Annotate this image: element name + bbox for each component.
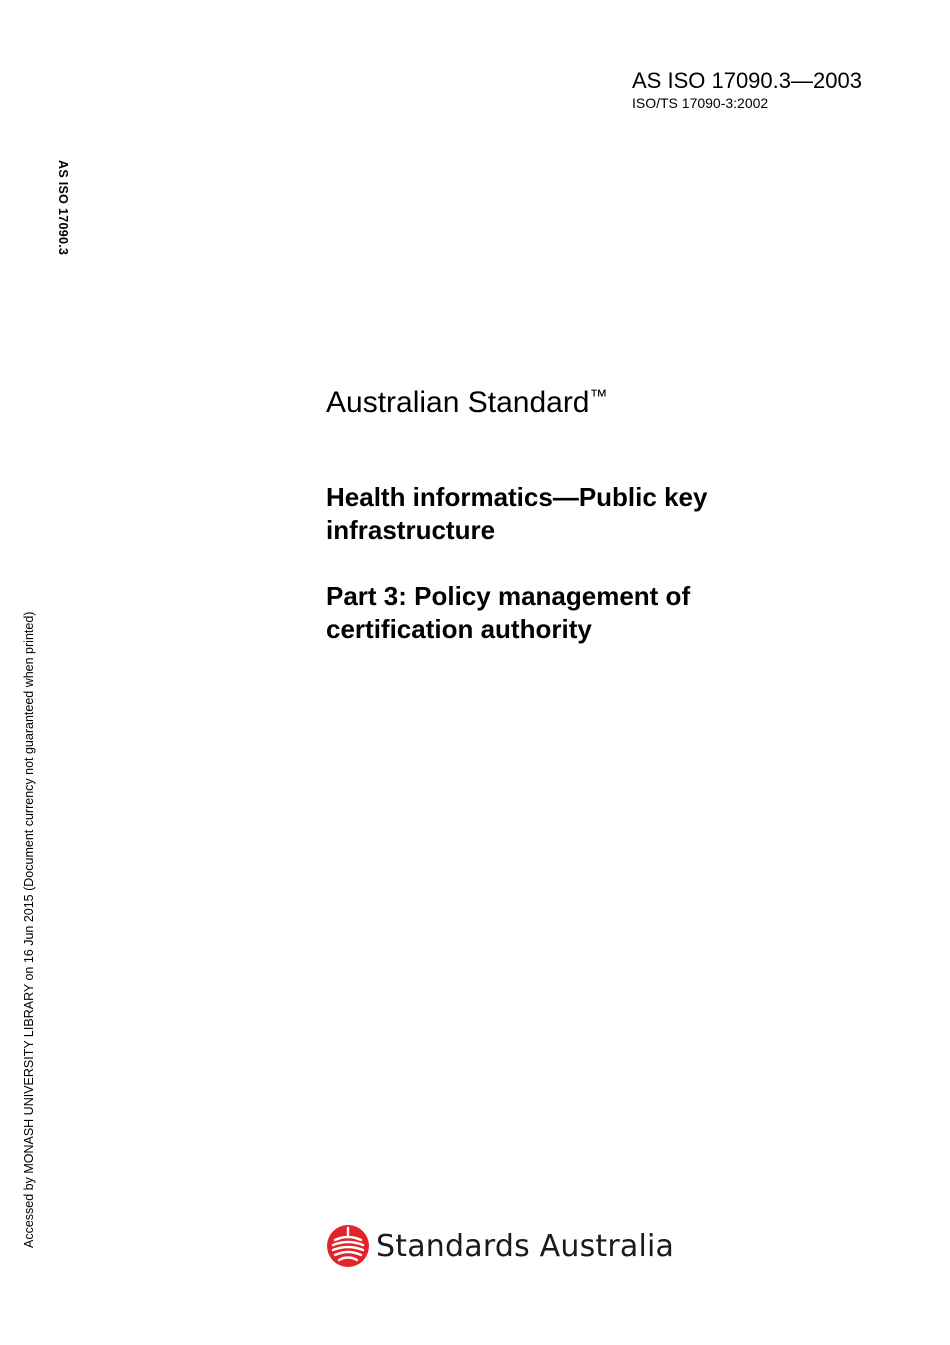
document-number: AS ISO 17090.3—2003 [632,68,862,93]
standard-series [326,378,608,421]
trademark-symbol: ™ [589,386,608,406]
standards-australia-logo-icon [326,1224,370,1268]
access-watermark: Accessed by MONASH UNIVERSITY LIBRARY on 16 Jun 2015 (Document currency not guaranteed when printed) [22,611,36,1248]
document-title: Health informatics—Public key infrastructure [326,482,708,545]
document-part-title: Part 3: Policy management of certification authority [326,581,691,644]
spine-label: AS ISO 17090.3 [56,160,70,256]
iso-reference: ISO/TS 17090-3:2002 [632,95,769,111]
publisher-name: Standards Australia [376,1229,675,1264]
series-label: Australian Standard [326,386,590,419]
